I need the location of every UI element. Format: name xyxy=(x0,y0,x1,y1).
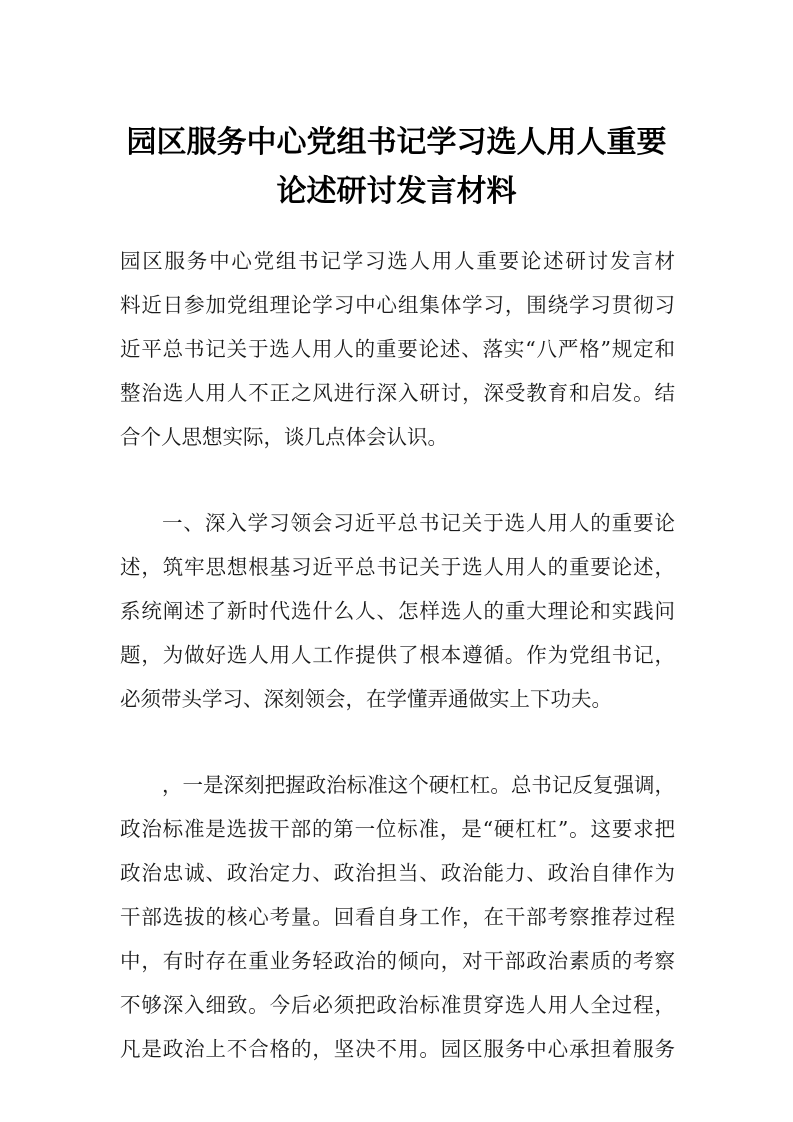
paragraph-line: 不够深入细致。今后必须把政治标准贯穿选人用人全过程， xyxy=(120,993,675,1017)
document-title-line-2: 论述研讨发言材料 xyxy=(276,174,517,209)
paragraph-line: 园区服务中心党组书记学习选人用人重要论述研讨发言材 xyxy=(120,249,675,273)
paragraph-line: 政治忠诚、政治定力、政治担当、政治能力、政治自律作为 xyxy=(120,861,675,885)
paragraph-line: 一、深入学习领会习近平总书记关于选人用人的重要论 xyxy=(162,511,675,535)
document-title-line-1: 园区服务中心党组书记学习选人用人重要 xyxy=(126,125,667,160)
paragraph-line: 政治标准是选拔干部的第一位标准，是“硬杠杠”。这要求把 xyxy=(120,817,675,841)
paragraph-line: 料近日参加党组理论学习中心组集体学习，围绕学习贯彻习 xyxy=(120,293,675,317)
paragraph-line: 必须带头学习、深刻领会，在学懂弄通做实上下功夫。 xyxy=(120,687,612,711)
paragraph-line: 合个人思想实际，谈几点体会认识。 xyxy=(120,425,448,449)
paragraph-line: 整治选人用人不正之风进行深入研讨，深受教育和启发。结 xyxy=(120,381,675,405)
paragraph-line: 系统阐述了新时代选什么人、怎样选人的重大理论和实践问 xyxy=(120,599,675,623)
paragraph-line: ，一是深刻把握政治标准这个硬杠杠。总书记反复强调， xyxy=(162,773,675,797)
paragraph-line: 近平总书记关于选人用人的重要论述、落实“八严格”规定和 xyxy=(120,337,675,361)
paragraph-line: 凡是政治上不合格的，坚决不用。园区服务中心承担着服务 xyxy=(120,1037,675,1061)
paragraph-line: 题，为做好选人用人工作提供了根本遵循。作为党组书记， xyxy=(120,643,675,667)
paragraph-line: 干部选拔的核心考量。回看自身工作，在干部考察推荐过程 xyxy=(120,905,675,929)
paragraph-line: 中，有时存在重业务轻政治的倾向，对干部政治素质的考察 xyxy=(120,949,675,973)
paragraph-line: 述，筑牢思想根基习近平总书记关于选人用人的重要论述， xyxy=(120,555,675,579)
